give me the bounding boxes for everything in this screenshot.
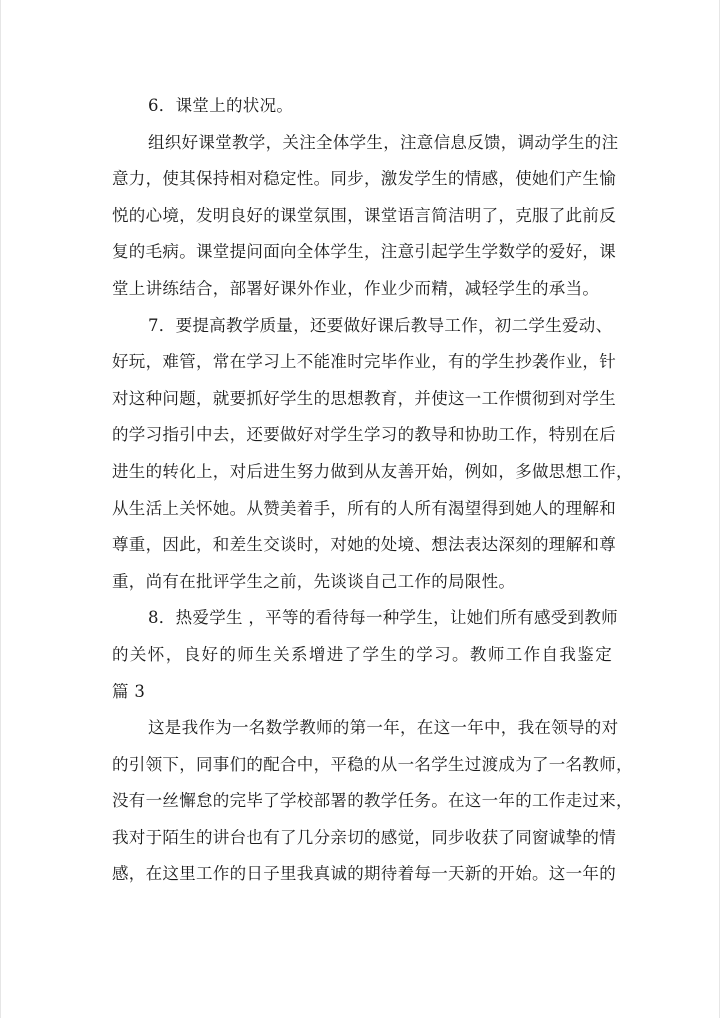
text-line: 没有一丝懈怠的完毕了学校部署的教学任务。在这一年的工作走过来， [112, 791, 633, 811]
text-line: 悦的心境，发明良好的课堂氛围，课堂语言简洁明了，克服了此前反 [112, 205, 616, 225]
text-line: 尊重，因此，和差生交谈时，对她的处境、想法表达深刻的理解和尊 [112, 535, 616, 555]
text-line: 7．要提高教学质量，还要做好课后教导工作，初二学生爱动、 [148, 315, 613, 335]
text-line: 复的毛病。课堂提问面向全体学生，注意引起学生学数学的爱好，课 [112, 242, 616, 262]
text-line: 重，尚有在批评学生之前，先谈谈自己工作的局限性。 [112, 571, 516, 591]
text-line: 篇 3 [112, 681, 146, 701]
text-line: 的引领下，同事们的配合中，平稳的从一名学生过渡成为了一名教师， [112, 754, 633, 774]
text-line: 组织好课堂教学，关注全体学生，注意信息反馈，调动学生的注 [148, 132, 619, 152]
text-line: 意力，使其保持相对稳定性。同步，激发学生的情感，使她们产生愉 [112, 169, 616, 189]
text-line: 这是我作为一名数学教师的第一年，在这一年中，我在领导的对 [148, 718, 619, 738]
page-border-left [0, 0, 1, 1018]
text-line: 8．热爱学生 ，平等的看待每一种学生，让她们所有感受到教师 [148, 608, 618, 628]
text-line: 对这种问题，就要抓好学生的思想教育，并使这一工作惯彻到对学生 [112, 388, 616, 408]
text-line: 好玩，难管，常在学习上不能准时完毕作业，有的学生抄袭作业，针 [112, 352, 616, 372]
document-body [112, 88, 633, 893]
text-line: 的学习指引中去，还要做好对学生学习的教导和协助工作，特别在后 [112, 425, 616, 445]
text-line: 堂上讲练结合，部署好课外作业，作业少而精，减轻学生的承当。 [112, 278, 600, 298]
text-line: 感，在这里工作的日子里我真诚的期待着每一天新的开始。这一年的 [112, 864, 616, 884]
text-line: 从生活上关怀她。从赞美着手，所有的人所有渴望得到她人的理解和 [112, 498, 616, 518]
text-line: 我对于陌生的讲台也有了几分亲切的感觉，同步收获了同窗诚挚的情 [112, 827, 616, 847]
text-line: 进生的转化上，对后进生努力做到从友善开始，例如，多做思想工作， [112, 461, 633, 481]
text-line: 的关怀，良好的师生关系增进了学生的学习。教师工作自我鉴定 [112, 644, 612, 664]
text-line: 6．课堂上的状况。 [148, 96, 294, 115]
